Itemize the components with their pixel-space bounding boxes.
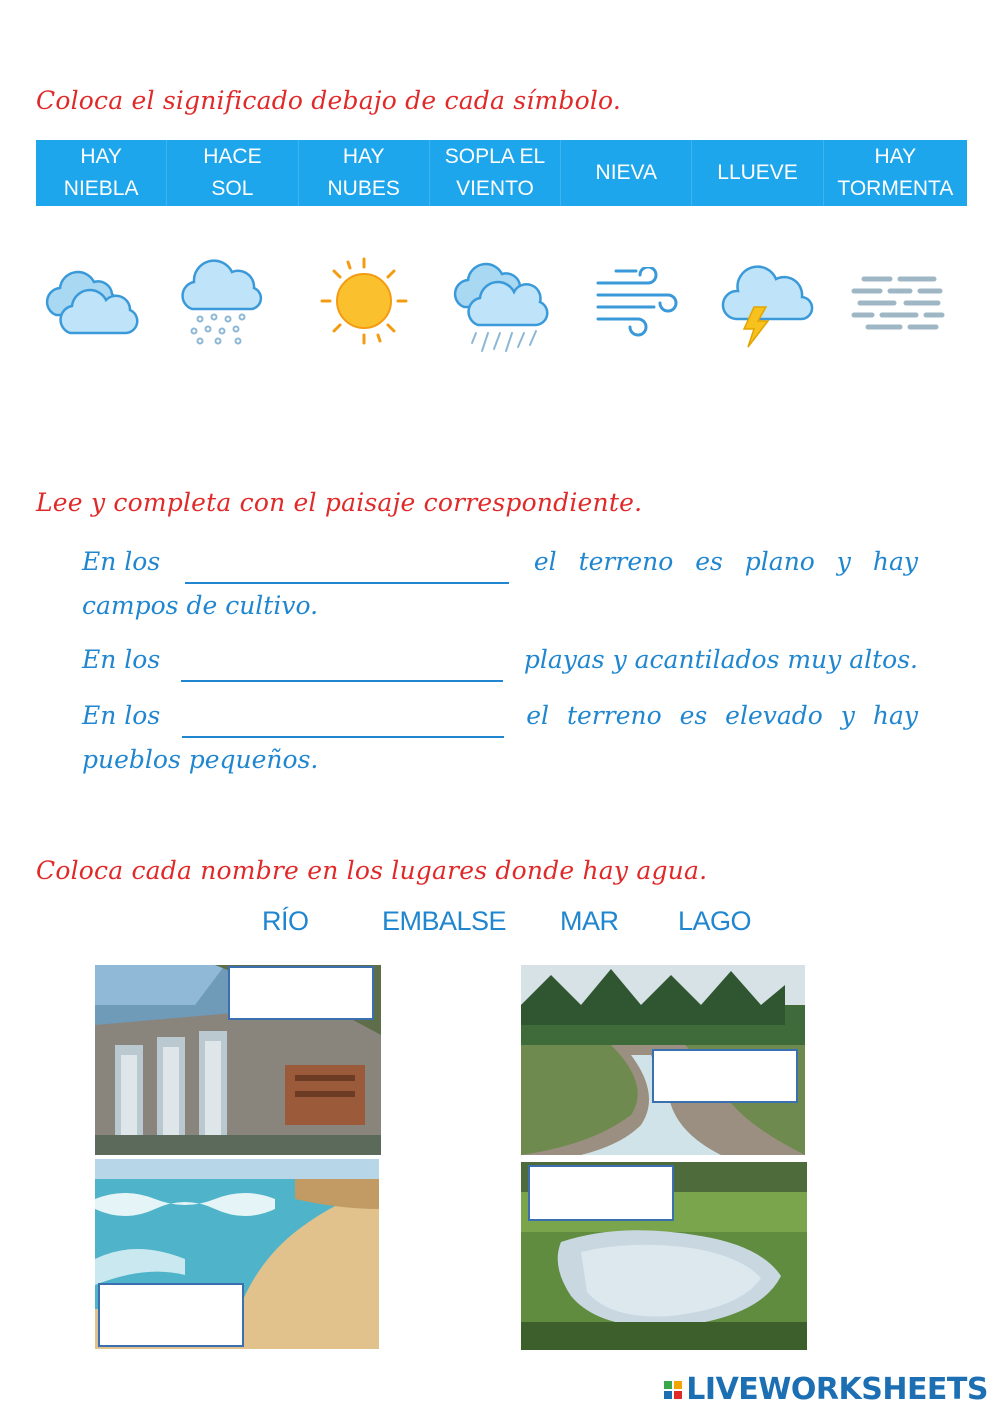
photo-lake bbox=[521, 1162, 807, 1350]
water-names bbox=[0, 906, 1000, 946]
instruction-symbols: Coloca el significado debajo de cada símbolo. bbox=[36, 86, 622, 115]
sentence-2-start: En los bbox=[82, 645, 161, 674]
blank-2[interactable] bbox=[181, 648, 503, 682]
sentence-3-end: el terreno es elevado y hay bbox=[526, 701, 918, 730]
sun-icon bbox=[318, 255, 410, 347]
sentence-1 bbox=[82, 540, 918, 628]
name-lago[interactable]: LAGO bbox=[678, 906, 752, 936]
label-hay-tormenta[interactable]: HAY TORMENTA bbox=[837, 145, 954, 200]
snow-cloud-icon bbox=[178, 251, 270, 347]
label-hay-nubes[interactable]: HAY NUBES bbox=[299, 140, 430, 206]
liveworksheets-logo bbox=[664, 1372, 988, 1407]
wind-icon bbox=[596, 267, 686, 337]
name-embalse[interactable]: EMBALSE bbox=[382, 906, 507, 936]
sentence-2 bbox=[82, 638, 918, 682]
instruction-water: Coloca cada nombre en los lugares donde hay agua. bbox=[36, 856, 708, 885]
storm-cloud-icon bbox=[720, 259, 820, 349]
logo-text: LIVEWORKSHEETS bbox=[686, 1372, 988, 1407]
sentence-1-cont: campos de cultivo. bbox=[82, 591, 319, 620]
rain-cloud-icon bbox=[446, 259, 561, 359]
answer-box-reservoir[interactable] bbox=[228, 966, 374, 1020]
photo-sea bbox=[95, 1159, 379, 1349]
photo-reservoir bbox=[95, 965, 381, 1155]
label-nieva[interactable]: NIEVA bbox=[561, 140, 692, 206]
cloudy-icon bbox=[38, 263, 148, 338]
label-llueve[interactable]: LLUEVE bbox=[692, 140, 823, 206]
answer-box-lake[interactable] bbox=[528, 1165, 674, 1221]
blank-3[interactable] bbox=[182, 704, 504, 738]
answer-box-river[interactable] bbox=[652, 1049, 798, 1103]
weather-labels-bar bbox=[36, 140, 967, 206]
sentence-2-end: playas y acantilados muy altos. bbox=[523, 645, 918, 674]
blank-1[interactable] bbox=[185, 550, 509, 584]
name-mar[interactable]: MAR bbox=[560, 906, 619, 936]
fog-icon bbox=[850, 273, 946, 333]
sentence-3 bbox=[82, 694, 918, 782]
label-sopla-el-viento[interactable]: SOPLA EL VIENTO bbox=[430, 140, 561, 206]
sentence-1-end: el terreno es plano y hay bbox=[533, 547, 918, 576]
logo-mark-icon bbox=[664, 1381, 682, 1399]
label-hay-niebla[interactable]: HAY NIEBLA bbox=[36, 140, 167, 206]
name-rio[interactable]: RÍO bbox=[262, 906, 309, 936]
photo-river bbox=[521, 965, 805, 1155]
instruction-landscape: Lee y completa con el paisaje correspondiente. bbox=[36, 488, 643, 517]
sentence-3-cont: pueblos pequeños. bbox=[82, 745, 319, 774]
weather-icons-row bbox=[36, 245, 964, 355]
label-hace-sol[interactable]: HACE SOL bbox=[167, 140, 298, 206]
sentence-3-start: En los bbox=[82, 701, 161, 730]
sentence-1-start: En los bbox=[82, 547, 161, 576]
answer-box-sea[interactable] bbox=[98, 1283, 244, 1347]
